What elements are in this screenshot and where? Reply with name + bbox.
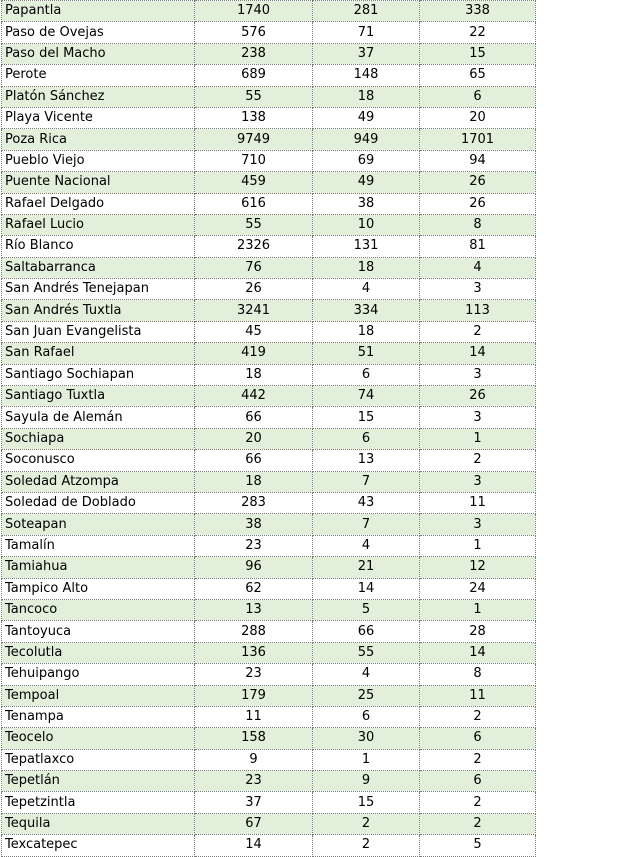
value-cell-col2: 38 [313,193,420,214]
municipality-name-cell: San Juan Evangelista [2,321,195,342]
municipality-name-cell: Teocelo [2,728,195,749]
municipality-name-cell: Tecolutla [2,642,195,663]
value-cell-col1: 20 [195,428,313,449]
table-row [2,65,536,86]
value-cell-col2: 30 [313,728,420,749]
value-cell-col1: 283 [195,492,313,513]
value-cell-col1: 55 [195,86,313,107]
municipality-name-cell: Rafael Delgado [2,193,195,214]
table-row [2,107,536,128]
table-row [2,321,536,342]
value-cell-col1: 67 [195,813,313,834]
value-cell-col1: 62 [195,578,313,599]
value-cell-col1: 576 [195,22,313,43]
table-row [2,557,536,578]
value-cell-col2: 15 [313,792,420,813]
municipality-name-cell: Poza Rica [2,129,195,150]
value-cell-col1: 45 [195,321,313,342]
municipality-name-cell: Santiago Sochiapan [2,364,195,385]
municipality-name-cell: Tampico Alto [2,578,195,599]
table-row [2,535,536,556]
value-cell-col3: 113 [420,300,536,321]
value-cell-col1: 689 [195,65,313,86]
table-row [2,236,536,257]
municipality-name-cell: Paso del Macho [2,43,195,64]
value-cell-col1: 23 [195,771,313,792]
municipality-name-cell: San Andrés Tenejapan [2,279,195,300]
municipality-data-table [1,0,536,857]
municipality-name-cell: Sayula de Alemán [2,407,195,428]
municipality-name-cell: San Rafael [2,343,195,364]
value-cell-col2: 55 [313,642,420,663]
table-row [2,514,536,535]
table-body [2,1,536,857]
value-cell-col3: 2 [420,706,536,727]
value-cell-col3: 5 [420,835,536,856]
table-row [2,22,536,43]
value-cell-col3: 3 [420,514,536,535]
value-cell-col2: 14 [313,578,420,599]
table-row [2,343,536,364]
value-cell-col3: 8 [420,214,536,235]
value-cell-col3: 2 [420,321,536,342]
value-cell-col2: 9 [313,771,420,792]
table-row [2,150,536,171]
value-cell-col1: 18 [195,471,313,492]
value-cell-col2: 51 [313,343,420,364]
value-cell-col3: 1 [420,428,536,449]
value-cell-col2: 37 [313,43,420,64]
table-row [2,749,536,770]
value-cell-col3: 14 [420,343,536,364]
value-cell-col3: 2 [420,450,536,471]
value-cell-col3: 20 [420,107,536,128]
municipality-name-cell: Perote [2,65,195,86]
value-cell-col1: 442 [195,386,313,407]
value-cell-col1: 459 [195,172,313,193]
municipality-name-cell: Tequila [2,813,195,834]
value-cell-col3: 26 [420,386,536,407]
value-cell-col3: 12 [420,557,536,578]
value-cell-col2: 334 [313,300,420,321]
municipality-name-cell: Tancoco [2,599,195,620]
value-cell-col1: 23 [195,664,313,685]
value-cell-col2: 2 [313,813,420,834]
municipality-name-cell: Tehuipango [2,664,195,685]
table-row [2,599,536,620]
table-row [2,813,536,834]
value-cell-col1: 26 [195,279,313,300]
table-row [2,578,536,599]
municipality-name-cell: Tenampa [2,706,195,727]
value-cell-col1: 419 [195,343,313,364]
municipality-name-cell: Santiago Tuxtla [2,386,195,407]
value-cell-col2: 18 [313,321,420,342]
table-row [2,43,536,64]
value-cell-col3: 22 [420,22,536,43]
municipality-name-cell: Playa Vicente [2,107,195,128]
value-cell-col1: 76 [195,257,313,278]
municipality-name-cell: Pueblo Viejo [2,150,195,171]
value-cell-col1: 710 [195,150,313,171]
value-cell-col2: 148 [313,65,420,86]
table-row [2,86,536,107]
table-row [2,642,536,663]
value-cell-col3: 81 [420,236,536,257]
value-cell-col2: 4 [313,535,420,556]
municipality-name-cell: Tempoal [2,685,195,706]
value-cell-col2: 7 [313,471,420,492]
municipality-name-cell: San Andrés Tuxtla [2,300,195,321]
value-cell-col1: 136 [195,642,313,663]
value-cell-col2: 949 [313,129,420,150]
value-cell-col2: 69 [313,150,420,171]
value-cell-col1: 38 [195,514,313,535]
municipality-name-cell: Rafael Lucio [2,214,195,235]
value-cell-col1: 66 [195,407,313,428]
value-cell-col3: 6 [420,728,536,749]
table-row [2,428,536,449]
table-row [2,129,536,150]
value-cell-col1: 11 [195,706,313,727]
value-cell-col3: 26 [420,193,536,214]
municipality-name-cell: Soledad Atzompa [2,471,195,492]
value-cell-col3: 2 [420,813,536,834]
value-cell-col3: 8 [420,664,536,685]
table-row [2,386,536,407]
value-cell-col3: 15 [420,43,536,64]
value-cell-col2: 66 [313,621,420,642]
value-cell-col1: 2326 [195,236,313,257]
value-cell-col2: 10 [313,214,420,235]
value-cell-col1: 238 [195,43,313,64]
table-row [2,492,536,513]
value-cell-col3: 24 [420,578,536,599]
municipality-name-cell: Puente Nacional [2,172,195,193]
value-cell-col1: 1740 [195,1,313,22]
value-cell-col2: 4 [313,664,420,685]
municipality-name-cell: Tepatlaxco [2,749,195,770]
value-cell-col1: 179 [195,685,313,706]
value-cell-col2: 21 [313,557,420,578]
municipality-name-cell: Soconusco [2,450,195,471]
value-cell-col3: 11 [420,685,536,706]
value-cell-col2: 71 [313,22,420,43]
value-cell-col3: 2 [420,792,536,813]
value-cell-col3: 11 [420,492,536,513]
value-cell-col2: 1 [313,749,420,770]
table-row [2,771,536,792]
value-cell-col3: 3 [420,364,536,385]
municipality-name-cell: Papantla [2,1,195,22]
value-cell-col2: 4 [313,279,420,300]
municipality-name-cell: Texcatepec [2,835,195,856]
table-row [2,685,536,706]
table-row [2,471,536,492]
value-cell-col3: 3 [420,407,536,428]
municipality-name-cell: Tepetlán [2,771,195,792]
table-row [2,279,536,300]
municipality-name-cell: Saltabarranca [2,257,195,278]
value-cell-col2: 43 [313,492,420,513]
municipality-name-cell: Paso de Ovejas [2,22,195,43]
municipality-name-cell: Platón Sánchez [2,86,195,107]
table-row [2,792,536,813]
value-cell-col3: 65 [420,65,536,86]
table-row [2,1,536,22]
value-cell-col3: 1 [420,599,536,620]
municipality-name-cell: Tantoyuca [2,621,195,642]
value-cell-col2: 25 [313,685,420,706]
value-cell-col3: 14 [420,642,536,663]
table-row [2,214,536,235]
municipality-name-cell: Soteapan [2,514,195,535]
table-row [2,172,536,193]
value-cell-col3: 2 [420,749,536,770]
value-cell-col2: 13 [313,450,420,471]
value-cell-col2: 18 [313,257,420,278]
value-cell-col3: 26 [420,172,536,193]
value-cell-col1: 288 [195,621,313,642]
table-row [2,664,536,685]
value-cell-col3: 6 [420,771,536,792]
table-row [2,193,536,214]
value-cell-col2: 281 [313,1,420,22]
value-cell-col2: 2 [313,835,420,856]
value-cell-col3: 28 [420,621,536,642]
value-cell-col3: 338 [420,1,536,22]
table-row [2,706,536,727]
value-cell-col1: 138 [195,107,313,128]
value-cell-col3: 3 [420,279,536,300]
value-cell-col1: 9 [195,749,313,770]
value-cell-col1: 66 [195,450,313,471]
table-row [2,407,536,428]
table-row [2,728,536,749]
value-cell-col1: 96 [195,557,313,578]
value-cell-col2: 49 [313,172,420,193]
municipality-name-cell: Tamiahua [2,557,195,578]
municipality-name-cell: Río Blanco [2,236,195,257]
value-cell-col2: 5 [313,599,420,620]
value-cell-col2: 74 [313,386,420,407]
value-cell-col3: 1701 [420,129,536,150]
table-row [2,621,536,642]
value-cell-col1: 55 [195,214,313,235]
municipality-name-cell: Tepetzintla [2,792,195,813]
value-cell-col3: 3 [420,471,536,492]
value-cell-col3: 6 [420,86,536,107]
value-cell-col3: 1 [420,535,536,556]
table-row [2,835,536,856]
value-cell-col2: 15 [313,407,420,428]
value-cell-col1: 14 [195,835,313,856]
value-cell-col2: 6 [313,364,420,385]
municipality-name-cell: Tamalín [2,535,195,556]
value-cell-col1: 37 [195,792,313,813]
table-row [2,364,536,385]
municipality-name-cell: Soledad de Doblado [2,492,195,513]
value-cell-col1: 616 [195,193,313,214]
value-cell-col1: 18 [195,364,313,385]
value-cell-col3: 94 [420,150,536,171]
value-cell-col1: 9749 [195,129,313,150]
value-cell-col2: 6 [313,706,420,727]
value-cell-col1: 158 [195,728,313,749]
value-cell-col1: 13 [195,599,313,620]
value-cell-col2: 6 [313,428,420,449]
value-cell-col1: 3241 [195,300,313,321]
value-cell-col1: 23 [195,535,313,556]
value-cell-col2: 7 [313,514,420,535]
table-row [2,300,536,321]
value-cell-col2: 18 [313,86,420,107]
value-cell-col3: 4 [420,257,536,278]
value-cell-col2: 49 [313,107,420,128]
value-cell-col2: 131 [313,236,420,257]
table-row [2,257,536,278]
municipality-name-cell: Sochiapa [2,428,195,449]
table-row [2,450,536,471]
